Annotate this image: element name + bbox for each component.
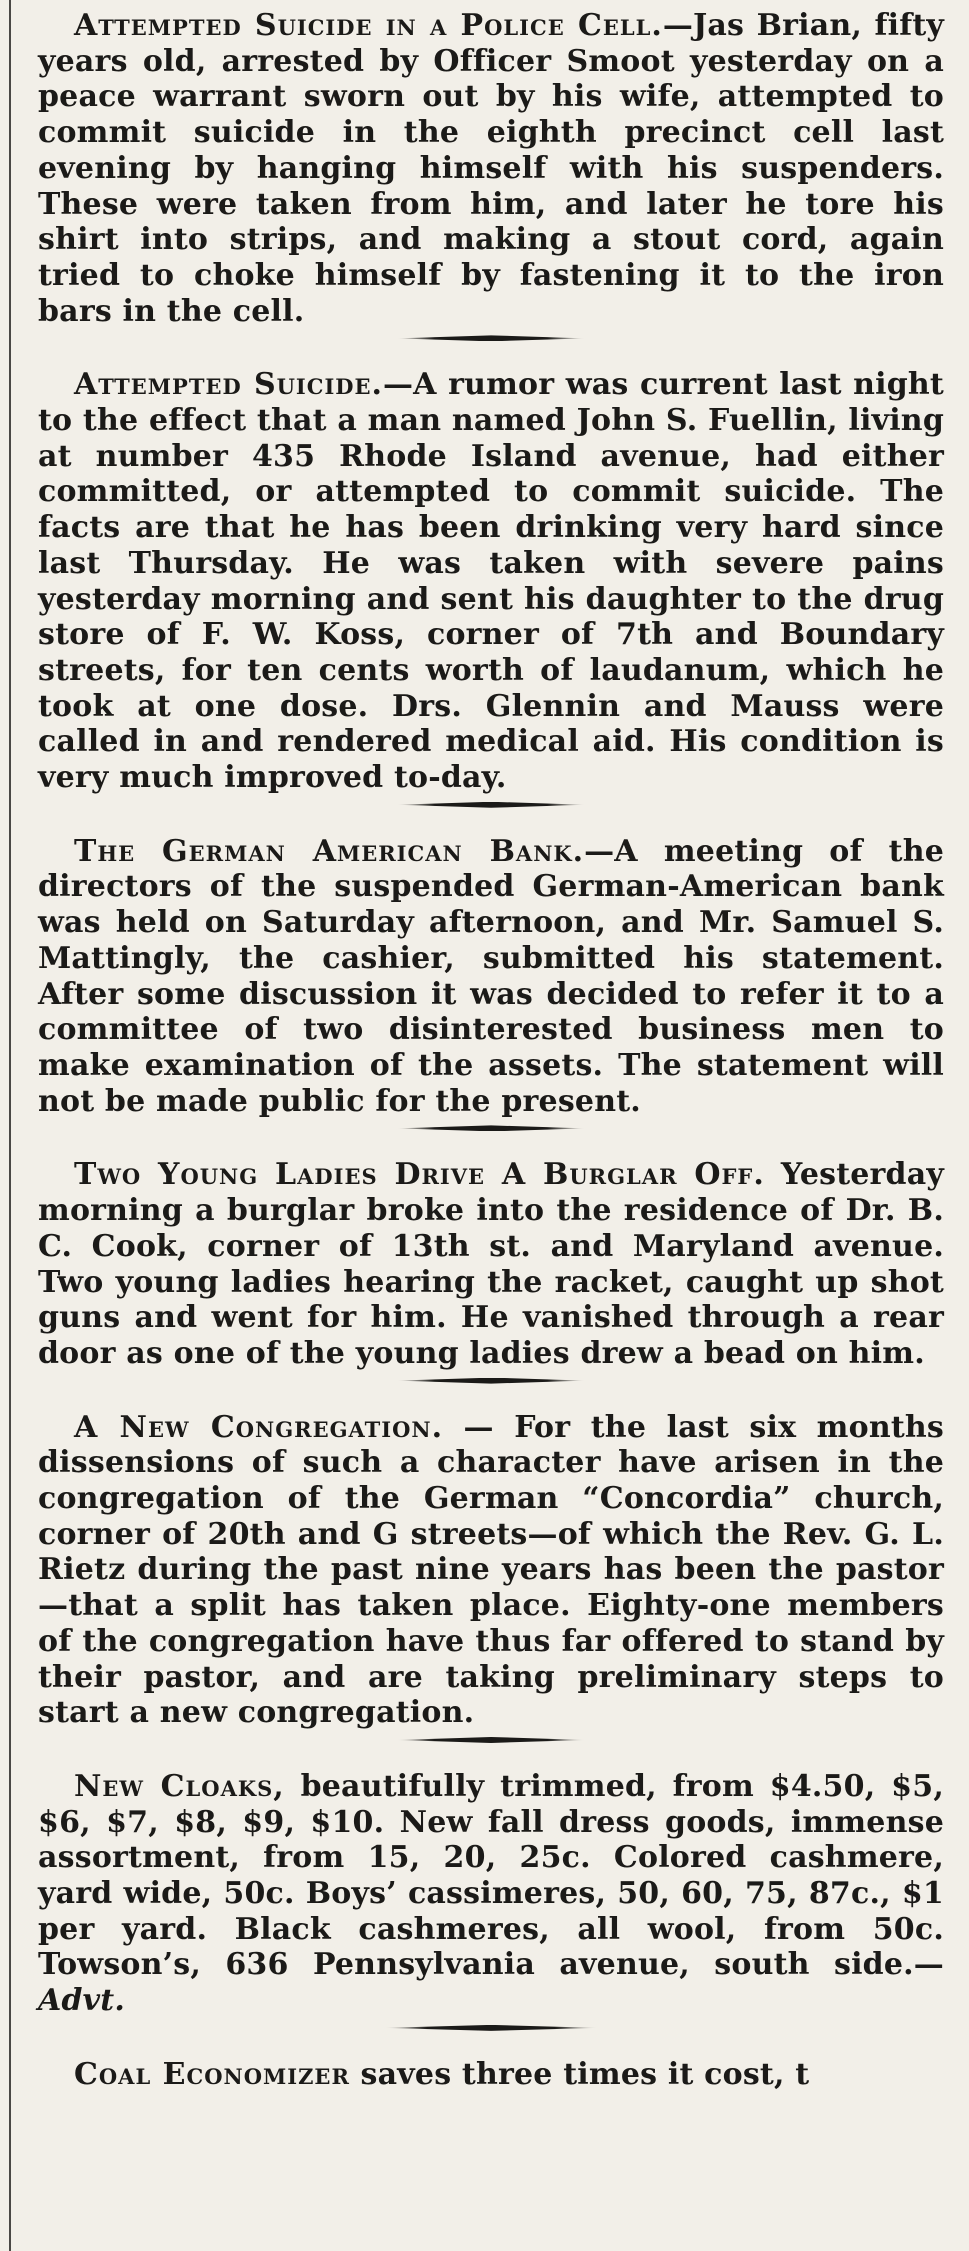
article-headline: The German American Bank.: [74, 833, 585, 869]
article-police-cell-suicide: [38, 8, 944, 329]
article-separator: [397, 1125, 585, 1131]
article-text: Yesterday morning a burglar broke into the residence of Dr. B. C. Cook, corner of 13th st. and Maryland avenue. Two young ladies hearing the racket, caught up shot guns and went for him. He vanished through a rear door as one of the young ladies drew a bead on him.: [38, 1157, 944, 1371]
news-column: [38, 8, 944, 2093]
advertisement-coal-economizer: [38, 2057, 944, 2093]
article-text: —Jas Brian, fifty years old, arrested by Officer Smoot yesterday on a peace warrant sworn out by his wife, attempted to commit suicide in the eighth precinct cell last evening by hanging himself with his suspenders. These were taken from him, and later he tore his shirt into strips, and making a stout cord, again tried to choke himself by fastening it to the iron bars in the cell.: [38, 8, 945, 329]
advertisement-marker: Advt.: [38, 1983, 125, 2019]
article-separator: [397, 802, 585, 808]
article-headline: A New Congregation.: [74, 1409, 444, 1445]
article-separator: [397, 335, 585, 341]
article-separator: [397, 1737, 585, 1743]
article-text: —A meeting of the directors of the suspended German-American bank was held on Saturday afternoon, and Mr. Samuel S. Mattingly, the cashier, submitted his statement. After some discussion it was decided to refer it to a committee of two disinterested business men to make examination of the assets. The statement will not be made public for the present.: [38, 833, 944, 1119]
article-new-congregation: [38, 1410, 944, 1731]
article-text: — For the last six months dissensions of such a character have arisen in the congregation of the German “Concordia” church, corner of 20th and G streets—of which the Rev. G. L. Rietz during the past nine years has been the pastor—that a split has taken place. Eighty-one members of the congregation have thus far offered to stand by their pastor, and are taking preliminary steps to start a new congregation.: [38, 1409, 944, 1731]
advertisement-cloaks: [38, 1769, 944, 2019]
article-separator: [397, 1378, 585, 1384]
article-attempted-suicide: [38, 367, 944, 795]
article-text: —A rumor was current last night to the effect that a man named John S. Fuellin, living at number 435 Rhode Island avenue, had either committed, or attempted to commit suicide. The facts are that he has been drinking very hard since last Thursday. He was taken with severe pains yesterday morning and sent his daughter to the drug store of F. W. Koss, corner of 7th and Boundary streets, for ten cents worth of laudanum, which he took at one dose. Drs. Glennin and Mauss were called in and rendered medical aid. His condition is very much improved to-day.: [38, 367, 944, 796]
advertisement-headline: Coal Economizer: [74, 2056, 350, 2092]
advertisement-text: saves three times it cost, t: [349, 2056, 810, 2092]
article-separator: [385, 2025, 597, 2031]
article-headline: Attempted Suicide.: [74, 367, 383, 403]
article-burglar: [38, 1157, 944, 1371]
advertisement-text: beautifully trimmed, from $4.50, $5, $6, $7, $8, $9, $10. New fall dress goods, immense assortment, from 15, 20, 25c. Colored cashmere, yard wide, 50c. Boys’ cassimeres, 50, 60, 75, 87c., $1 per yard. Black cashmeres, all wool, from 50c. Towson’s, 636 Pennsylvania avenue, south side.—: [38, 1768, 944, 1983]
advertisement-headline: New Cloaks,: [74, 1768, 285, 1804]
article-german-american-bank: [38, 834, 944, 1120]
article-headline: Attempted Suicide in a Police Cell.: [74, 8, 663, 43]
article-headline: Two Young Ladies Drive A Burglar Off.: [74, 1157, 765, 1193]
column-rule: [9, 0, 11, 2251]
